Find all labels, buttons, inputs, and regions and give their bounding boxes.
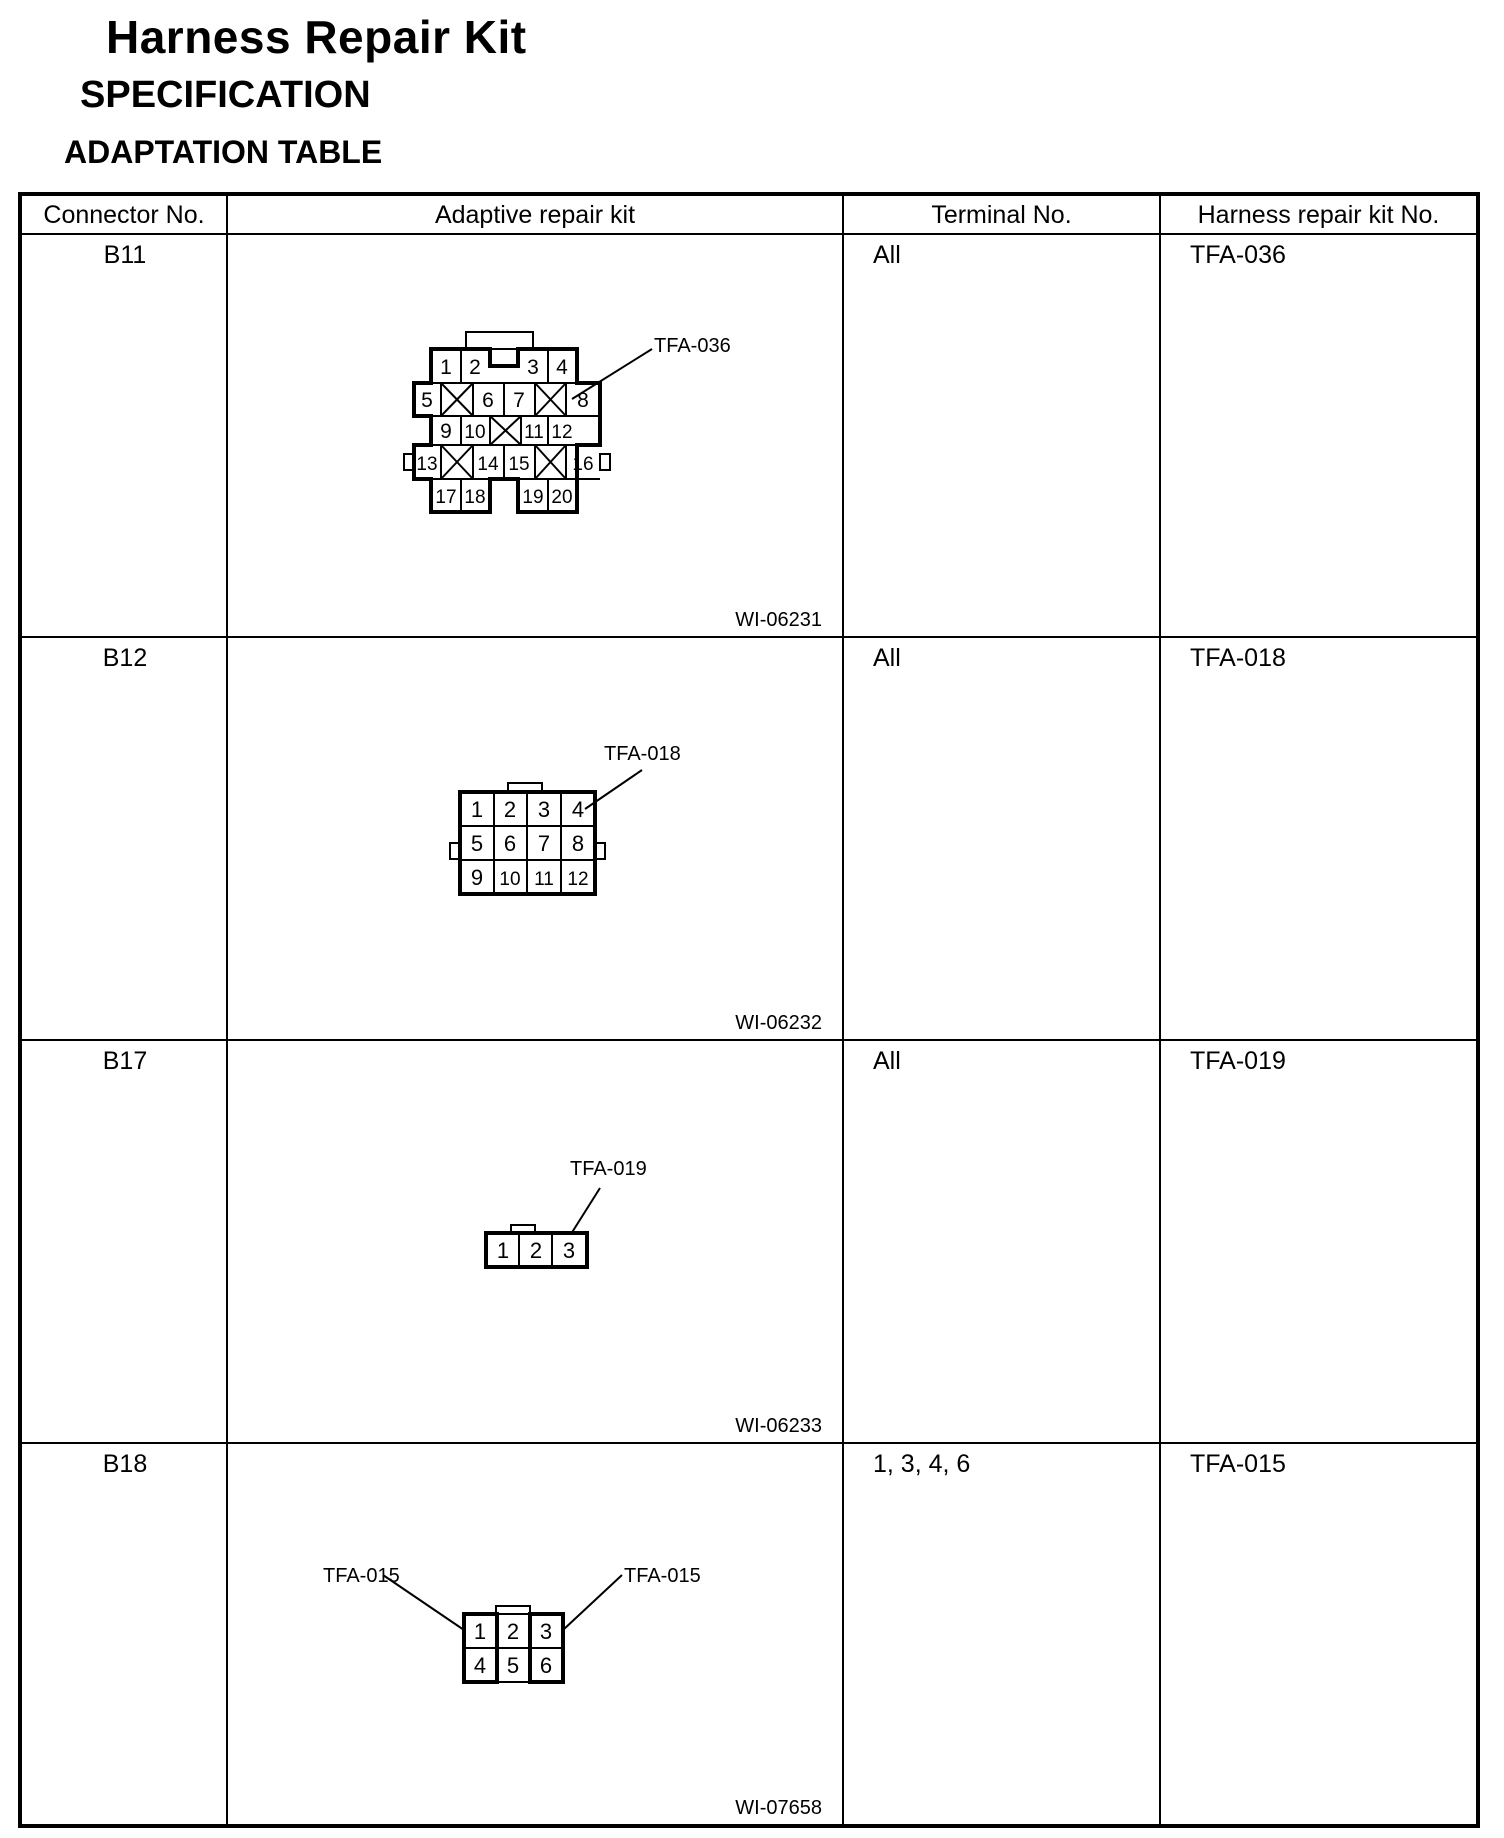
pin-label: 4 xyxy=(473,1653,487,1678)
connector-b12-drawing xyxy=(228,638,842,1039)
pin-label: 8 xyxy=(571,831,585,856)
connector-diagram-b17 xyxy=(228,1041,842,1442)
harness-repair-kit-no: TFA-019 xyxy=(1190,1047,1286,1075)
terminal-no: All xyxy=(873,241,901,269)
table-row xyxy=(22,1041,1476,1444)
figure-code: WI-07658 xyxy=(735,1797,822,1819)
connector-no: B17 xyxy=(102,1047,148,1075)
pin-label: 2 xyxy=(469,356,481,379)
harness-repair-kit-no: TFA-015 xyxy=(1190,1450,1286,1478)
pin-label: 10 xyxy=(499,869,521,890)
pin-label: 1 xyxy=(440,356,452,379)
pin-label: 6 xyxy=(482,389,494,412)
pin-label: 9 xyxy=(440,420,452,443)
pin-label: 10 xyxy=(464,422,486,443)
connector-b11-drawing xyxy=(228,235,842,636)
pin-label: 16 xyxy=(572,454,594,475)
callout-label: TFA-019 xyxy=(570,1158,647,1180)
pin-label: 12 xyxy=(567,869,589,890)
pin-label: 19 xyxy=(522,487,544,508)
callout-label-left: TFA-015 xyxy=(323,1565,400,1587)
pin-label: 8 xyxy=(577,389,589,412)
callout-label: TFA-036 xyxy=(654,335,731,357)
header-connector-no: Connector No. xyxy=(43,201,205,229)
pin-label: 5 xyxy=(506,1653,520,1678)
pin-label: 1 xyxy=(470,797,484,822)
harness-repair-kit-no: TFA-036 xyxy=(1190,241,1286,269)
pin-label: 3 xyxy=(537,797,551,822)
pin-label: 1 xyxy=(473,1619,487,1644)
pin-label: 17 xyxy=(435,487,457,508)
pin-label: 4 xyxy=(571,797,585,822)
pin-label: 6 xyxy=(539,1653,553,1678)
pin-label: 13 xyxy=(416,454,438,475)
header-harness-repair-kit-no: Harness repair kit No. xyxy=(1197,201,1440,229)
pin-label: 2 xyxy=(506,1619,520,1644)
figure-code: WI-06233 xyxy=(735,1415,822,1437)
connector-diagram-b12 xyxy=(228,638,842,1039)
connector-diagram-b18 xyxy=(228,1444,842,1824)
pin-label: 7 xyxy=(537,831,551,856)
pin-label: 3 xyxy=(562,1238,576,1263)
connector-b18-drawing xyxy=(228,1444,842,1822)
terminal-no: 1, 3, 4, 6 xyxy=(873,1450,971,1478)
table-header-row xyxy=(22,196,1476,235)
pin-label: 3 xyxy=(539,1619,553,1644)
table-row xyxy=(22,1444,1476,1824)
harness-repair-kit-no: TFA-018 xyxy=(1190,644,1286,672)
pin-label: 12 xyxy=(551,422,573,443)
pin-label: 6 xyxy=(503,831,517,856)
pin-label: 15 xyxy=(508,454,530,475)
pin-label: 11 xyxy=(534,869,554,890)
connector-b17-drawing xyxy=(228,1041,842,1442)
subsection-heading: ADAPTATION TABLE xyxy=(64,134,383,170)
terminal-no: All xyxy=(873,644,901,672)
callout-label: TFA-018 xyxy=(604,743,681,765)
pin-label: 5 xyxy=(421,389,433,412)
pin-label: 9 xyxy=(470,865,484,890)
figure-code: WI-06232 xyxy=(735,1012,822,1034)
connector-no: B12 xyxy=(102,644,148,672)
pin-label: 3 xyxy=(527,356,539,379)
terminal-no: All xyxy=(873,1047,901,1075)
section-heading: SPECIFICATION xyxy=(80,74,371,116)
pin-label: 11 xyxy=(524,422,544,443)
header-adaptive-repair-kit: Adaptive repair kit xyxy=(434,201,636,229)
callout-label-right: TFA-015 xyxy=(624,1565,701,1587)
pin-label: 1 xyxy=(496,1238,510,1263)
header-terminal-no: Terminal No. xyxy=(931,201,1072,229)
pin-label: 18 xyxy=(464,487,486,508)
pin-labels xyxy=(497,1238,575,1263)
connector-no: B11 xyxy=(103,241,147,269)
table-row xyxy=(22,235,1476,638)
pin-label: 7 xyxy=(513,389,525,412)
table-row xyxy=(22,638,1476,1041)
pin-label: 14 xyxy=(477,454,499,475)
connector-diagram-b11 xyxy=(228,235,842,636)
pin-label: 4 xyxy=(556,356,568,379)
pin-label: 2 xyxy=(529,1238,543,1263)
pin-label: 5 xyxy=(470,831,484,856)
connector-no: B18 xyxy=(102,1450,148,1478)
adaptation-table xyxy=(18,192,1480,1828)
pin-label: 2 xyxy=(503,797,517,822)
figure-code: WI-06231 xyxy=(735,609,822,631)
pin-label: 20 xyxy=(551,487,573,508)
page-title: Harness Repair Kit xyxy=(106,11,527,63)
